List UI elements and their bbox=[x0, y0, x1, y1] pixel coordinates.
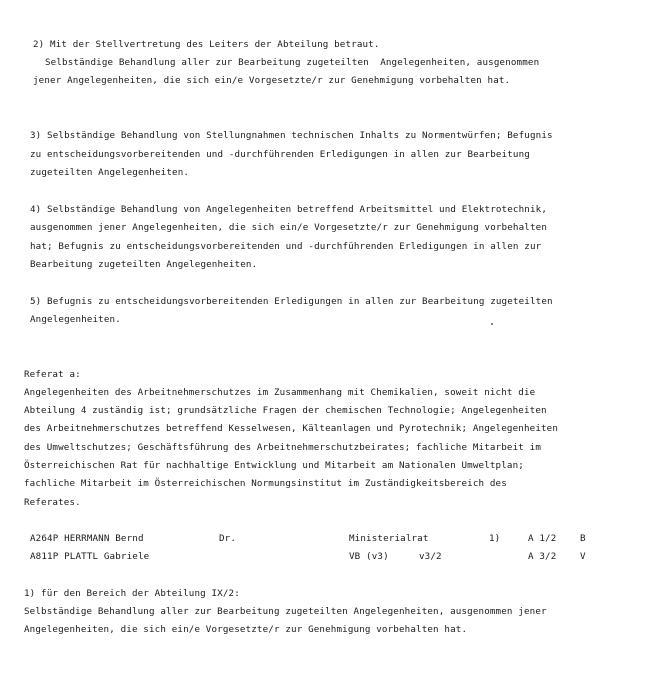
staff-unit: A 1/2 bbox=[528, 533, 557, 544]
footnote-line: 1) für den Bereich der Abteilung IX/2: bbox=[24, 588, 240, 599]
section-3-line: zugeteilten Angelegenheiten. bbox=[30, 167, 190, 178]
staff-unit: A 3/2 bbox=[528, 551, 557, 562]
staff-title: Dr. bbox=[219, 533, 237, 544]
footnote-line: Angelegenheiten, die sich ein/e Vorgesetzte/r zur Genehmigung vorbehalten hat. bbox=[24, 624, 468, 635]
staff-mark: V bbox=[580, 551, 586, 562]
section-4-line: hat; Befugnis zu entscheidungsvorbereitenden und -durchführenden Erledigungen in allen zur bbox=[30, 241, 542, 252]
staff-position: VB (v3) bbox=[349, 551, 389, 562]
section-5-line: 5) Befugnis zu entscheidungsvorbereitenden Erledigungen in allen zur Bearbeitung zugeteilten bbox=[30, 296, 553, 307]
referat-heading: Referat a: bbox=[24, 369, 81, 380]
section-3-line: zu entscheidungsvorbereitenden und -durchführenden Erledigungen in allen zur Bearbeitung bbox=[30, 149, 530, 160]
section-3-line: 3) Selbständige Behandlung von Stellungnahmen technischen Inhalts zu Normentwürfen; Befugnis bbox=[30, 130, 553, 141]
section-4-line: ausgenommen jener Angelegenheiten, die sich ein/e Vorgesetzte/r zur Genehmigung vorbehalten bbox=[30, 222, 548, 233]
section-5-line: Angelegenheiten. bbox=[30, 314, 121, 325]
stray-mark bbox=[491, 323, 493, 325]
footnote-line: Selbständige Behandlung aller zur Bearbeitung zugeteilten Angelegenheiten, ausgenommen jener bbox=[24, 606, 547, 617]
referat-line: Angelegenheiten des Arbeitnehmerschutzes im Zusammenhang mit Chemikalien, soweit nicht die bbox=[24, 387, 536, 398]
referat-line: Österreichischen Rat für nachhaltige Entwicklung und Mitarbeit am Nationalen Umweltplan; bbox=[24, 460, 524, 471]
referat-line: des Arbeitnehmerschutzes betreffend Kesselwesen, Kälteanlagen und Pyrotechnik; Angelegenheiten bbox=[24, 423, 559, 434]
staff-code-name: A264P HERRMANN Bernd bbox=[30, 533, 144, 544]
referat-line: fachliche Mitarbeit im Österreichischen Normungsinstitut im Zuständigkeitsbereich des bbox=[24, 478, 507, 489]
section-4-line: Bearbeitung zugeteilten Angelegenheiten. bbox=[30, 259, 258, 270]
staff-grade: v3/2 bbox=[419, 551, 442, 562]
referat-line: Abteilung 4 zuständig ist; grundsätzliche Fragen der chemischen Technologie; Angelegenheiten bbox=[24, 405, 547, 416]
section-2-line: Selbständige Behandlung aller zur Bearbeitung zugeteilten Angelegenheiten, ausgenommen bbox=[45, 57, 540, 68]
referat-line: Referates. bbox=[24, 497, 81, 508]
referat-line: des Umweltschutzes; Geschäftsführung des Arbeitnehmerschutzbeirates; fachliche Mitarbeit im bbox=[24, 442, 542, 453]
section-2-line: jener Angelegenheiten, die sich ein/e Vorgesetzte/r zur Genehmigung vorbehalten hat. bbox=[33, 75, 511, 86]
staff-note: 1) bbox=[489, 533, 501, 544]
staff-mark: B bbox=[580, 533, 586, 544]
section-2-line: 2) Mit der Stellvertretung des Leiters der Abteilung betraut. bbox=[33, 39, 380, 50]
staff-position: Ministerialrat bbox=[349, 533, 429, 544]
staff-code-name: A811P PLATTL Gabriele bbox=[30, 551, 150, 562]
section-4-line: 4) Selbständige Behandlung von Angelegenheiten betreffend Arbeitsmittel und Elektrotechnik, bbox=[30, 204, 548, 215]
